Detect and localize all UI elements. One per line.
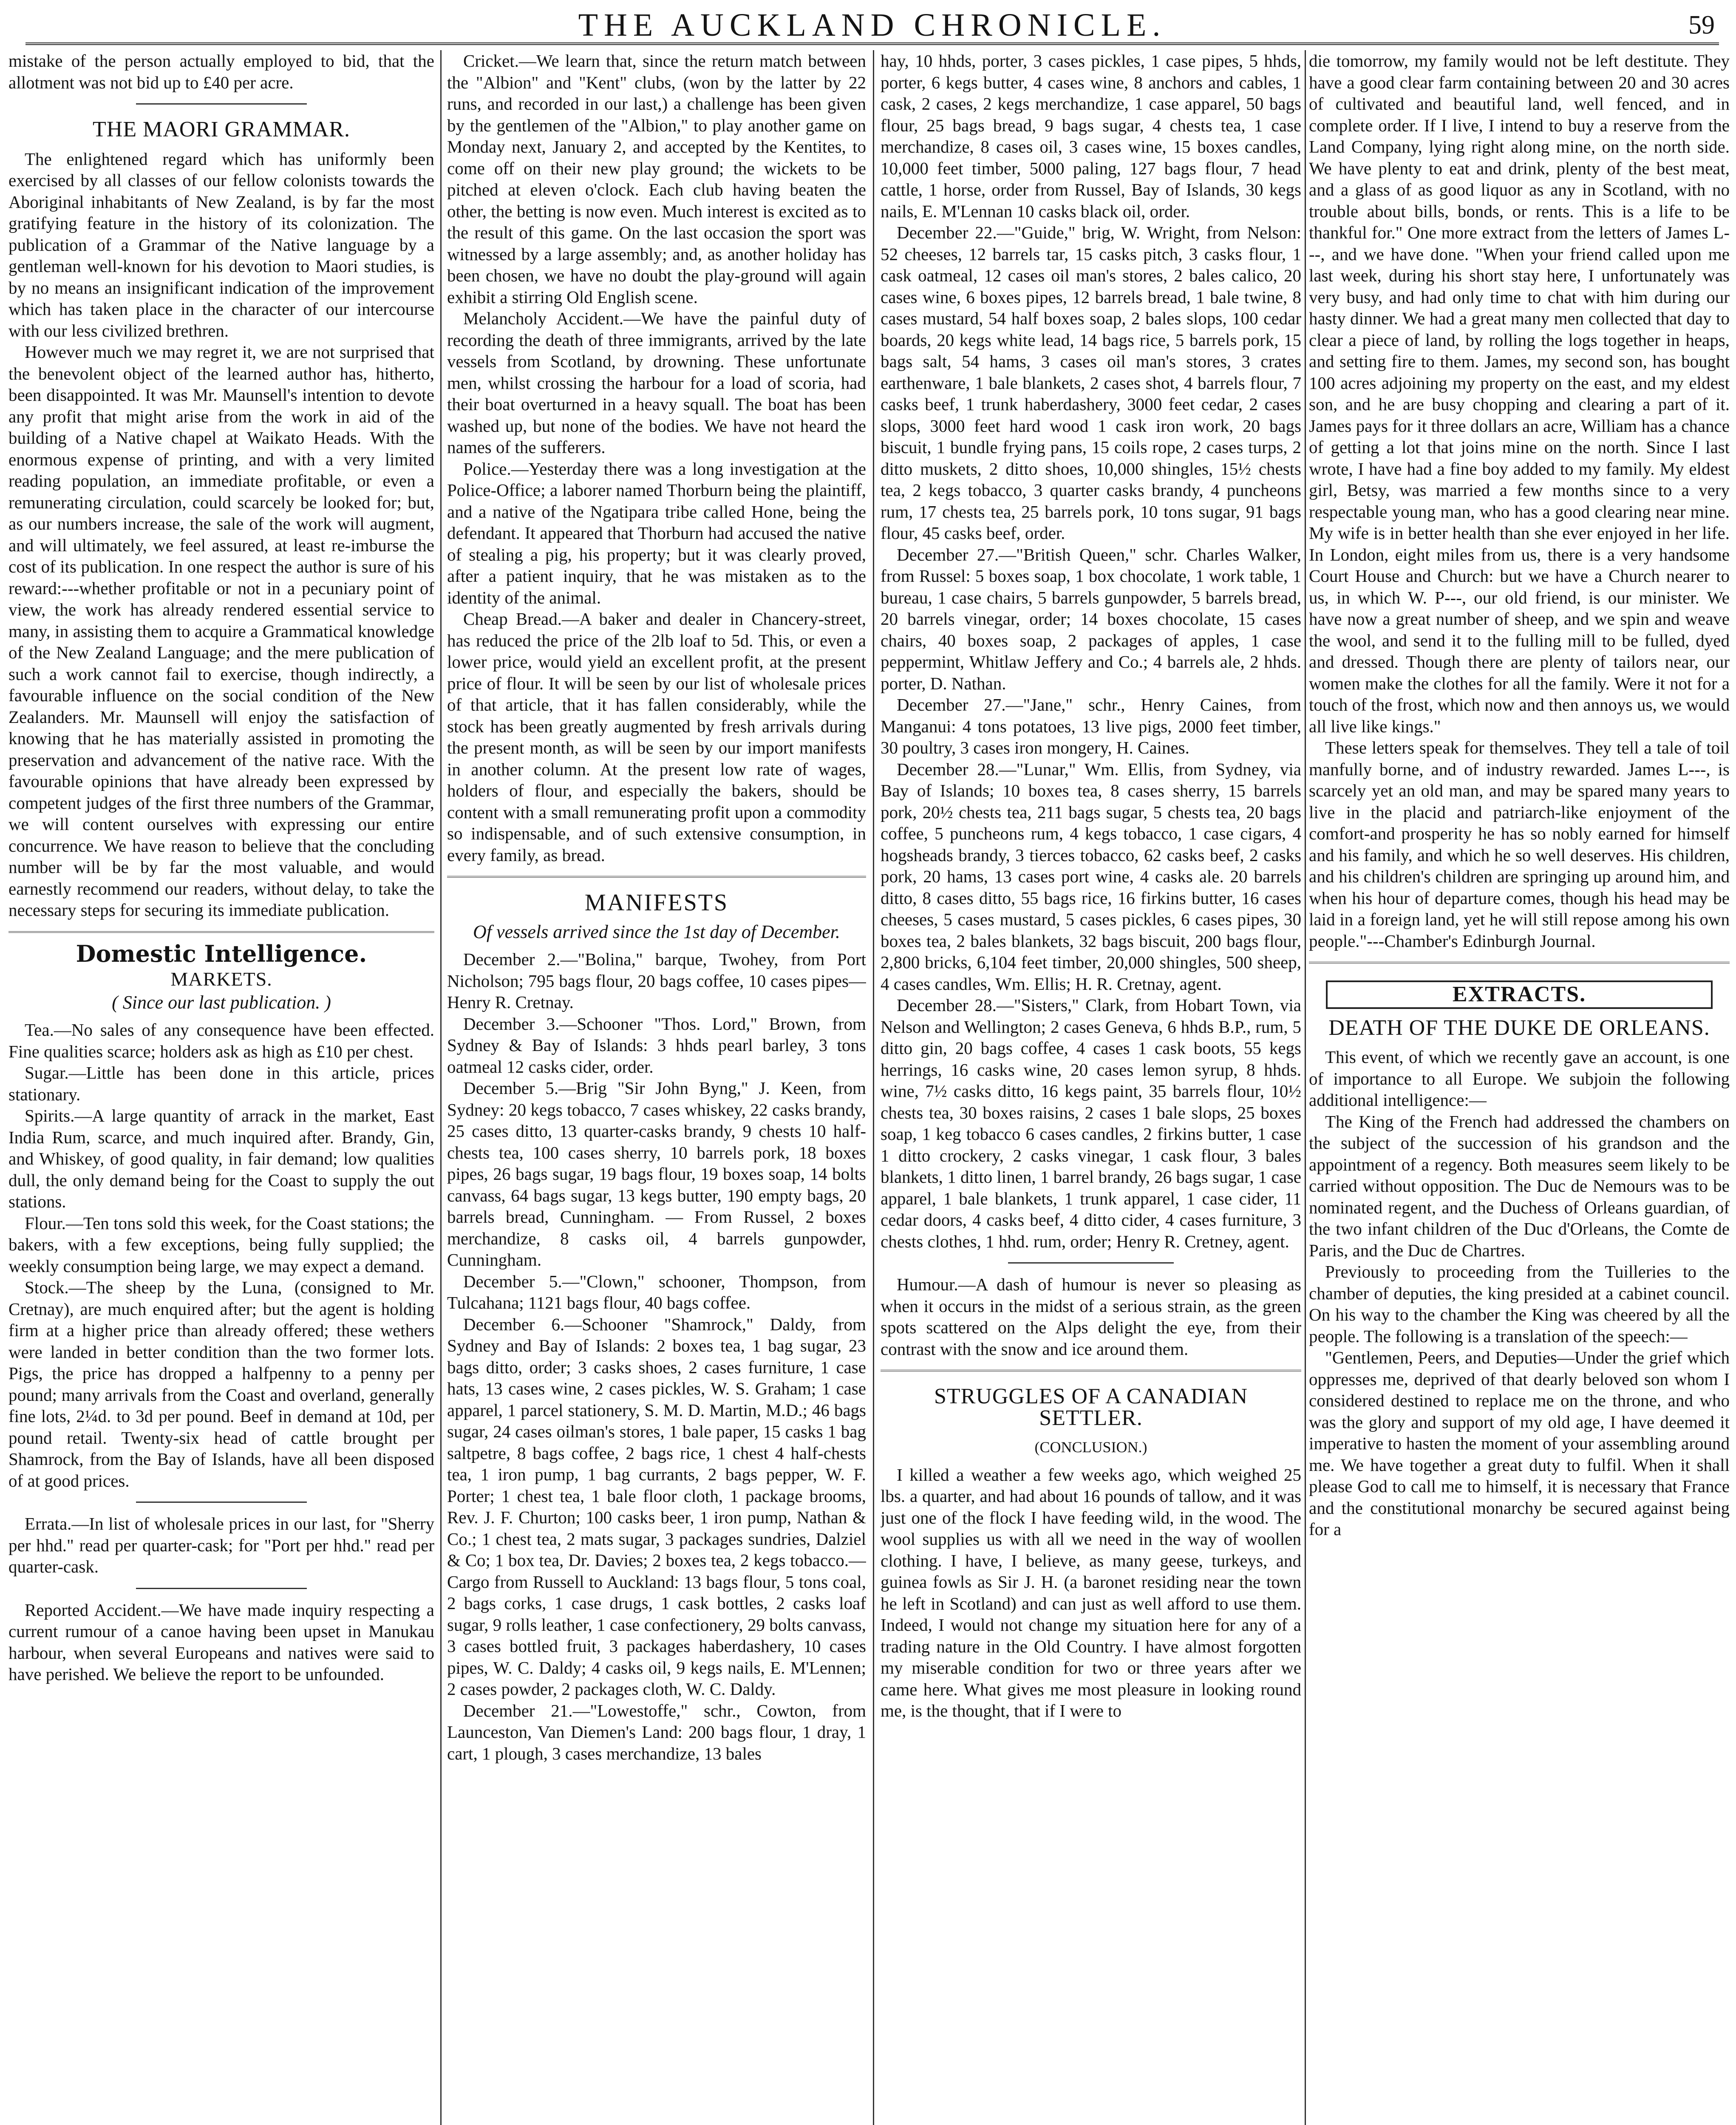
- domestic-intelligence-heading: Domestic Intelligence.: [76, 940, 367, 967]
- article-paragraph: The King of the French had addressed the chambers on the subject of the succession of his grandson and the appointment of a regency. Both measures seem likely to be carried without opposition. The Duc de Nemours was to be nominated regent, and the Duchess of Orleans guardian, of the two infant children of the Duc d'Orleans, the Comte de Paris, and the Duc de Chartres.: [1309, 1111, 1730, 1260]
- article-paragraph: "Gentlemen, Peers, and Deputies—Under the grief which oppresses me, deprived of that dearly beloved son whom I considered destined to replace me on the throne, and who was the glory and support of my old age, I have deemed it imperative to hasten the moment of your assembling around me. We have together a great duty to fulfil. When it shall please God to call me to himself, it is necessary that France and the constitutional monarchy be secured against being for a: [1309, 1348, 1730, 1539]
- column-rule: [1305, 50, 1306, 2125]
- news-item: Cheap Bread.—A baker and dealer in Chancery-street, has reduced the price of the 2lb loaf to 5d. This, or even a lower price, would yield an excellent profit, at the present price of flour. It will be seen by our list of wholesale prices of that article, that it has fallen considerably, while the stock has been greatly augmented by fresh arrivals during the present month, as will be seen by our import manifests in another column. At the present low rate of wages, holders of flour, and especially the bakers, should be content with a small remunerating profit upon a commodity so indispensable, and of such extensive consumption, in every family, as bread.: [447, 609, 866, 865]
- article-paragraph: I killed a weather a few weeks ago, which weighed 25 lbs. a quarter, and had about 16 pounds of tallow, and it was just one of the flock I have feeding wild, in the wood. The wool supplies us with all we need in the way of woollen clothing. I have, I believe, as many geese, turkeys, and guinea fowls as Sir J. H. (a baronet residing near the town he left in Scotland) and can just as well afford to use them. Indeed, I would not change my situation here for any of a trading nature in the Old Country. I have almost forgotten my miserable condition for two or three years after we came here. What gives me most pleasure in looking round me, is the thought, that if I were to: [881, 1465, 1301, 1720]
- maori-grammar-heading: THE MAORI GRAMMAR.: [93, 117, 350, 142]
- extracts-heading: EXTRACTS.: [1326, 980, 1713, 1009]
- article-paragraph: However much we may regret it, we are not surprised that the benevolent object of the learned author has, hitherto, been disappointed. It was Mr. Maunsell's intention to devote any profit that might arise from the work in aid of the building of a Native chapel at Waikato Heads. With the enormous expense of printing, and with a very limited reading population, an immediate profitable, or even a remunerating circulation, could scarcely be looked for; but, as our numbers increase, the sale of the work will augment, and will ultimately, we feel assured, at least re-imburse the cost of its publication. In one respect the author is sure of his reward:---whether profitable or not in a pecuniary point of view, the work has already rendered essential service to many, in assisting them to acquire a Grammatical knowledge of the New Zealand Language; and the mere publication of such a work cannot fail to exercise, though indirectly, a favourable influence on the social condition of the New Zealanders. Mr. Maunsell will enjoy the satisfaction of knowing that he has materially assisted in promoting the preservation and advancement of the native race. With the favourable opinions that have already been expressed by competent judges of the first three numbers of the Grammar, we will content ourselves with expressing our entire concurrence. We have reason to believe that the concluding number will be by far the most valuable, and would earnestly recommend our readers, without delay, to take the necessary steps for securing its immediate publication.: [8, 342, 434, 920]
- article-paragraph: The enlightened regard which has uniformly been exercised by all classes of our fellow colonists towards the Aboriginal inhabitants of New Zealand, is by far the most gratifying feature in the history of its colonization. The publication of a Grammar of the Native language by a gentleman well-known for his devotion to Maori studies, is by no means an insignificant indication of the improvement which has taken place in the character of our intercourse with our less civilized brethren.: [8, 149, 434, 340]
- manifest-entry: December 28.—"Sisters," Clark, from Hobart Town, via Nelson and Wellington; 2 cases Geneva, 6 hhds B.P., rum, 5 ditto gin, 20 bags coffee, 4 cases 1 cask boots, 55 kegs herrings, 16 casks wine, 20 cases lemon syrup, 8 hhds. wine, 7½ casks ditto, 16 kegs paint, 35 barrels flour, 10½ chests tea, 30 boxes raisins, 2 cases 1 bale slops, 25 boxes soap, 1 keg tobacco 6 cases candles, 2 firkins butter, 1 case 1 ditto crockery, 2 casks vinegar, 1 cask flour, 3 bales blankets, 1 ditto linen, 1 barrel brandy, 26 bags sugar, 1 case apparel, 1 bale blankets, 1 trunk apparel, 1 case cider, 11 cedar doors, 4 casks beef, 4 ditto cider, 4 cases furniture, 3 chests clothes, 1 hhd. rum, order; Henry R. Cretney, agent.: [881, 995, 1301, 1251]
- article-paragraph: These letters speak for themselves. They tell a tale of toil manfully borne, and of industry rewarded. James L---, is scarcely yet an old man, and may be spared many years to live in the placid and patriarch-like enjoyment of the comfort-and prosperity he has so nobly earned for himself and his family, and which he so well deserves. His children, and his children's children are springing up around him, and when his hour of departure comes, though his head may be laid in a foreign land, yet he will still repose among his own people."---Chamber's Edinburgh Journal.: [1309, 738, 1730, 951]
- column-rule: [873, 50, 874, 2125]
- newspaper-title: THE AUCKLAND CHRONICLE.: [578, 7, 1167, 43]
- markets-subheading: ( Since our last publication. ): [112, 992, 331, 1013]
- divider: [136, 103, 307, 105]
- manifest-entry: December 22.—"Guide," brig, W. Wright, from Nelson: 52 cheeses, 12 barrels tar, 15 casks pitch, 3 casks flour, 1 cask oatmeal, 12 cases oil man's stores, 2 bales calico, 20 cases wine, 6 boxes pipes, 12 barrels bread, 1 bale twine, 8 cases mustard, 54 half boxes soap, 2 bales slops, 100 cedar boards, 20 kegs white lead, 14 bags rice, 5 barrels pork, 15 bags salt, 54 hams, 3 cases oil man's stores, 3 crates earthenware, 1 bale blankets, 2 cases shot, 4 barrels flour, 7 casks beef, 1 trunk haberdashery, 3000 feet cedar, 2 cases slops, 3000 feet hard wood 1 cask iron work, 20 bags biscuit, 1 bundle frying pans, 15 coils rope, 2 cases turps, 2 ditto muskets, 2 ditto shoes, 10,000 shingles, 15½ chests tea, 2 kegs tobacco, 3 quarter casks brandy, 4 puncheons rum, 17 chests tea, 25 barrels pork, 10 tons sugar, 91 bags flour, 45 casks beef, order.: [881, 223, 1301, 543]
- news-item: Police.—Yesterday there was a long investigation at the Police-Office; a laborer named Thorburn being the plaintiff, and a native of the Ngatipara tribe called Hone, being the defendant. It appeared that Thorburn had accused the native of stealing a pig, his property; but it was clearly proved, after a patient inquiry, that he was mistaken as to the identity of the animal.: [447, 459, 866, 607]
- manifest-entry: December 2.—"Bolina," barque, Twohey, from Port Nicholson; 795 bags flour, 20 bags coffee, 10 cases pipes—Henry R. Cretnay.: [447, 949, 866, 1012]
- divider: [136, 1502, 307, 1503]
- market-item: Stock.—The sheep by the Luna, (consigned to Mr. Cretnay), are much enquired after; but the agent is holding firm at a higher price than already offered; these wethers were landed in better condition than the two former lots. Pigs, the price has dropped a halfpenny to a penny per pound; many arrivals from the Coast and overland, generally fine lots, 2¼d. to 3d per pound. Beef in demand at 10d, per pound retail. Twenty-six head of cattle brought per Shamrock, from the Bay of Islands, have all been disposed of at good prices.: [8, 1278, 434, 1490]
- markets-heading: MARKETS.: [170, 968, 272, 990]
- column-2: [447, 50, 866, 2125]
- struggles-heading: STRUGGLES OF A CANADIAN SETTLER.: [934, 1384, 1248, 1430]
- news-item: Humour.—A dash of humour is never so pleasing as when it occurs in the midst of a serious strain, as the green spots scattered on the Alps delight the eye, from their contrast with the snow and ice around them.: [881, 1275, 1301, 1359]
- manifest-entry: December 21.—"Lowestoffe," schr., Cowton, from Launceston, Van Diemen's Land: 200 bags flour, 1 dray, 1 cart, 1 plough, 3 cases merchandize, 13 bales: [447, 1700, 866, 1763]
- continued-paragraph: mistake of the person actually employed to bid, that the allotment was not bid up to £40 per acre.: [8, 51, 434, 92]
- divider: [1008, 1262, 1174, 1264]
- divider: [8, 931, 434, 933]
- market-item: Spirits.—A large quantity of arrack in the market, East India Rum, scarce, and much inquired after. Brandy, Gin, and Whiskey, of good quality, in fair demand; low qualities dull, the only demand being for the Coast to supply the out stations.: [8, 1106, 434, 1211]
- divider: [1309, 962, 1730, 963]
- conclusion-label: (CONCLUSION.): [1034, 1439, 1147, 1456]
- article-paragraph: Previously to proceeding from the Tuilleries to the chamber of deputies, the king presided at a cabinet council. On his way to the chamber the King was cheered by all the people. The following is a translation of the speech:—: [1309, 1262, 1730, 1346]
- divider: [447, 876, 866, 878]
- manifest-entry: December 27.—"British Queen," schr. Charles Walker, from Russel: 5 boxes soap, 1 box chocolate, 1 work table, 1 bureau, 1 case chairs, 5 barrels gunpowder, 5 barrels bread, 20 barrels vinegar, order; 14 boxes chocolate, 15 cases chairs, 40 boxes soap, 2 packages of apples, 1 case peppermint, Whitlaw Jeffery and Co.; 4 barrels ale, 2 hhds. porter, D. Nathan.: [881, 544, 1301, 693]
- news-item: Reported Accident.—We have made inquiry respecting a current rumour of a canoe having been upset in Manukau harbour, when several Europeans and natives were said to have perished. We believe the report to be unfounded.: [8, 1600, 434, 1684]
- article-paragraph: die tomorrow, my family would not be left destitute. They have a good clear farm containing between 20 and 30 acres of cultivated and beautiful land, well fenced, and in complete order. If I live, I intend to buy a reserve from the Land Company, lying right along mine, on the north side. We have plenty to eat and drink, plenty of the best meat, and a glass of as good liquor as any in Scotland, with no trouble about bills, bonds, or rents. This is a life to be thankful for." One more extract from the letters of James L---, and we have done. "When your friend called upon me last week, during his short stay here, I unfortunately was very busy, and had only time to chat with him during our hasty dinner. We had a great many men collected that day to clear a piece of land, by rolling the logs together in heaps, and setting fire to them. James, my second son, has bought 100 acres adjoining my property on the east, and my eldest son, and he are busy chopping and clearing a part of it. James pays for it three dollars an acre, William has a chance of getting a lot that joins mine on the north. Since I last wrote, I have had a fine boy added to my family. My eldest girl, Betsy, was married a few months since to a very respectable young man, who has a good clearing near mine. My wife is in better health than she ever enjoyed in her life. In London, eight miles from us, there is a very handsome Court House and Church: but we have a Church nearer to us, in which W. P---, our old friend, is our minister. We have now a great number of sheep, and we spin and weave the wool, and send it to the fulling mill to be fulled, dyed and dressed. Though there are plenty of tailors near, our women make the clothes for all the family. Were it not for a touch of the frost, which now and then annoys us, we would all live like kings.": [1309, 51, 1730, 736]
- manifest-entry: December 5.—Brig "Sir John Byng," J. Keen, from Sydney: 20 kegs tobacco, 7 cases whiskey, 22 casks brandy, 25 cases ditto, 13 quarter-casks brandy, 9 chests 10 half-chests tea, 100 cases sherry, 10 barrels pork, 18 boxes pipes, 26 bags sugar, 19 bags flour, 19 boxes soap, 14 bolts canvass, 64 bags sugar, 13 kegs butter, 190 empty bags, 20 barrels bread, Cunningham. — From Russel, 2 boxes merchandize, 8 casks oil, 4 barrels gunpowder, Cunningham.: [447, 1078, 866, 1269]
- page-number: 59: [1688, 11, 1715, 40]
- column-1: [8, 50, 434, 2125]
- errata-paragraph: Errata.—In list of wholesale prices in our last, for "Sherry per hhd." read per quarter-cask; for "Port per hhd." read per quarter-cask.: [8, 1514, 434, 1576]
- manifests-subheading: Of vessels arrived since the 1st day of December.: [473, 921, 840, 942]
- divider: [881, 1370, 1301, 1371]
- manifest-entry: December 5.—"Clown," schooner, Thompson, from Tulcahana; 1121 bags flour, 40 bags coffee.: [447, 1271, 866, 1312]
- article-paragraph: This event, of which we recently gave an account, is one of importance to all Europe. We subjoin the following additional intelligence:—: [1309, 1047, 1730, 1110]
- news-item: Cricket.—We learn that, since the return match between the "Albion" and "Kent" clubs, (won by the latter by 22 runs, and recorded in our last,) a challenge has been given by the gentlemen of the "Albion," to play another game on Monday next, January 2, and accepted by the Kentites, to come off on their new play ground; the wickets to be pitched at eleven o'clock. Each club having beaten the other, the betting is now even. Much interest is excited as to the result of this game. On the last occasion the sport was witnessed by a large assembly; and, as another holiday has been chosen, we have no doubt the play-ground will again exhibit a stirring Old English scene.: [447, 51, 866, 307]
- column-rule: [440, 50, 442, 2125]
- column-3: [881, 50, 1301, 2125]
- news-item: Melancholy Accident.—We have the painful duty of recording the death of three immigrants, arrived by the late vessels from Scotland, by drowning. These unfortunate men, whilst crossing the harbour for a load of scoria, had their boat overturned in a heavy squall. The boat has been washed up, but none of the bodies. We have not heard the names of the sufferers.: [447, 309, 866, 457]
- manifest-entry: December 28.—"Lunar," Wm. Ellis, from Sydney, via Bay of Islands; 10 boxes tea, 8 cases sherry, 15 barrels pork, 20½ chests tea, 211 bags sugar, 5 chests tea, 20 bags coffee, 5 puncheons rum, 4 kegs tobacco, 1 case cigars, 4 hogsheads brandy, 3 tierces tobacco, 62 casks beef, 2 casks pork, 20 hams, 13 cases port wine, 4 casks ale. 20 barrels ditto, 8 cases ditto, 55 bags rice, 16 firkins butter, 16 cases cheeses, 5 cases mustard, 5 cases pickles, 6 cases pipes, 30 boxes tea, 2 bales blankets, 32 bags biscuit, 200 bags flour, 2,800 bricks, 6,104 feet timber, 20,000 shingles, 500 sheep, 4 cases candles, Wm. Ellis; H. R. Cretnay, agent.: [881, 759, 1301, 994]
- duke-orleans-heading: DEATH OF THE DUKE DE ORLEANS.: [1328, 1015, 1710, 1040]
- manifests-heading: MANIFESTS: [584, 890, 729, 916]
- market-item: Flour.—Ten tons sold this week, for the Coast stations; the bakers, with a few exceptions, being fully supplied; the weekly consumption being large, we may expect a demand.: [8, 1213, 434, 1276]
- divider: [136, 1588, 307, 1589]
- manifest-entry: December 6.—Schooner "Shamrock," Daldy, from Sydney and Bay of Islands: 2 boxes tea, 1 bag sugar, 23 bags ditto, order; 3 casks shoes, 2 cases furniture, 1 case hats, 13 cases wine, 2 cases pickles, W. S. Graham; 1 case apparel, 1 parcel stationery, S. M. D. Martin, M.D.; 46 bags sugar, 24 cases oilman's stores, 1 bale paper, 15 casks 1 bag saltpetre, 8 bags coffee, 2 bags rice, 1 chest 4 half-chests tea, 1 iron pump, 1 bag currants, 2 bags pepper, W. F. Porter; 1 chest tea, 1 bale floor cloth, 1 package brooms, Rev. J. F. Churton; 100 casks beer, 1 iron pump, Nathan & Co.; 1 chest tea, 2 mats sugar, 3 packages sundries, Dalziel & Co; 1 box tea, Dr. Davies; 2 boxes tea, 2 kegs tobacco.—Cargo from Russell to Auckland: 13 bags flour, 5 tons coal, 2 bags corks, 1 case drugs, 1 cask bottles, 2 casks loaf sugar, 9 rolls leather, 1 case confectionery, 29 bolts canvass, 3 cases bottled fruit, 3 packages haberdashery, 10 cases pipes, W. C. Daldy; 4 casks oil, 9 kegs nails, E. M'Lennen; 2 cases powder, 2 packages cloth, W. C. Daldy.: [447, 1314, 866, 1699]
- masthead: [25, 4, 1719, 45]
- manifest-entry: hay, 10 hhds, porter, 3 cases pickles, 1 case pipes, 5 hhds, porter, 6 kegs butter, 4 cases wine, 8 anchors and cables, 1 cask, 2 cases, 2 kegs merchandize, 1 case apparel, 50 bags flour, 25 bags bread, 9 bags sugar, 4 chests tea, 1 case merchandize, 8 cases oil, 3 cases wine, 15 boxes candles, 10,000 feet timber, 5000 paling, 127 bags flour, 7 head cattle, 1 horse, order from Russel, Bay of Islands, 30 kegs nails, E. M'Lennan 10 casks black oil, order.: [881, 51, 1301, 221]
- manifest-entry: December 27.—"Jane," schr., Henry Caines, from Manganui: 4 tons potatoes, 13 live pigs, 2000 feet timber, 30 poultry, 3 cases iron mongery, H. Caines.: [881, 695, 1301, 757]
- market-item: Sugar.—Little has been done in this article, prices stationary.: [8, 1063, 434, 1104]
- column-4: [1309, 50, 1730, 2125]
- manifest-entry: December 3.—Schooner "Thos. Lord," Brown, from Sydney & Bay of Islands: 3 hhds pearl barley, 3 tons oatmeal 12 casks cider, order.: [447, 1014, 866, 1077]
- market-item: Tea.—No sales of any consequence have been effected. Fine qualities scarce; holders ask as high as £10 per chest.: [8, 1020, 434, 1061]
